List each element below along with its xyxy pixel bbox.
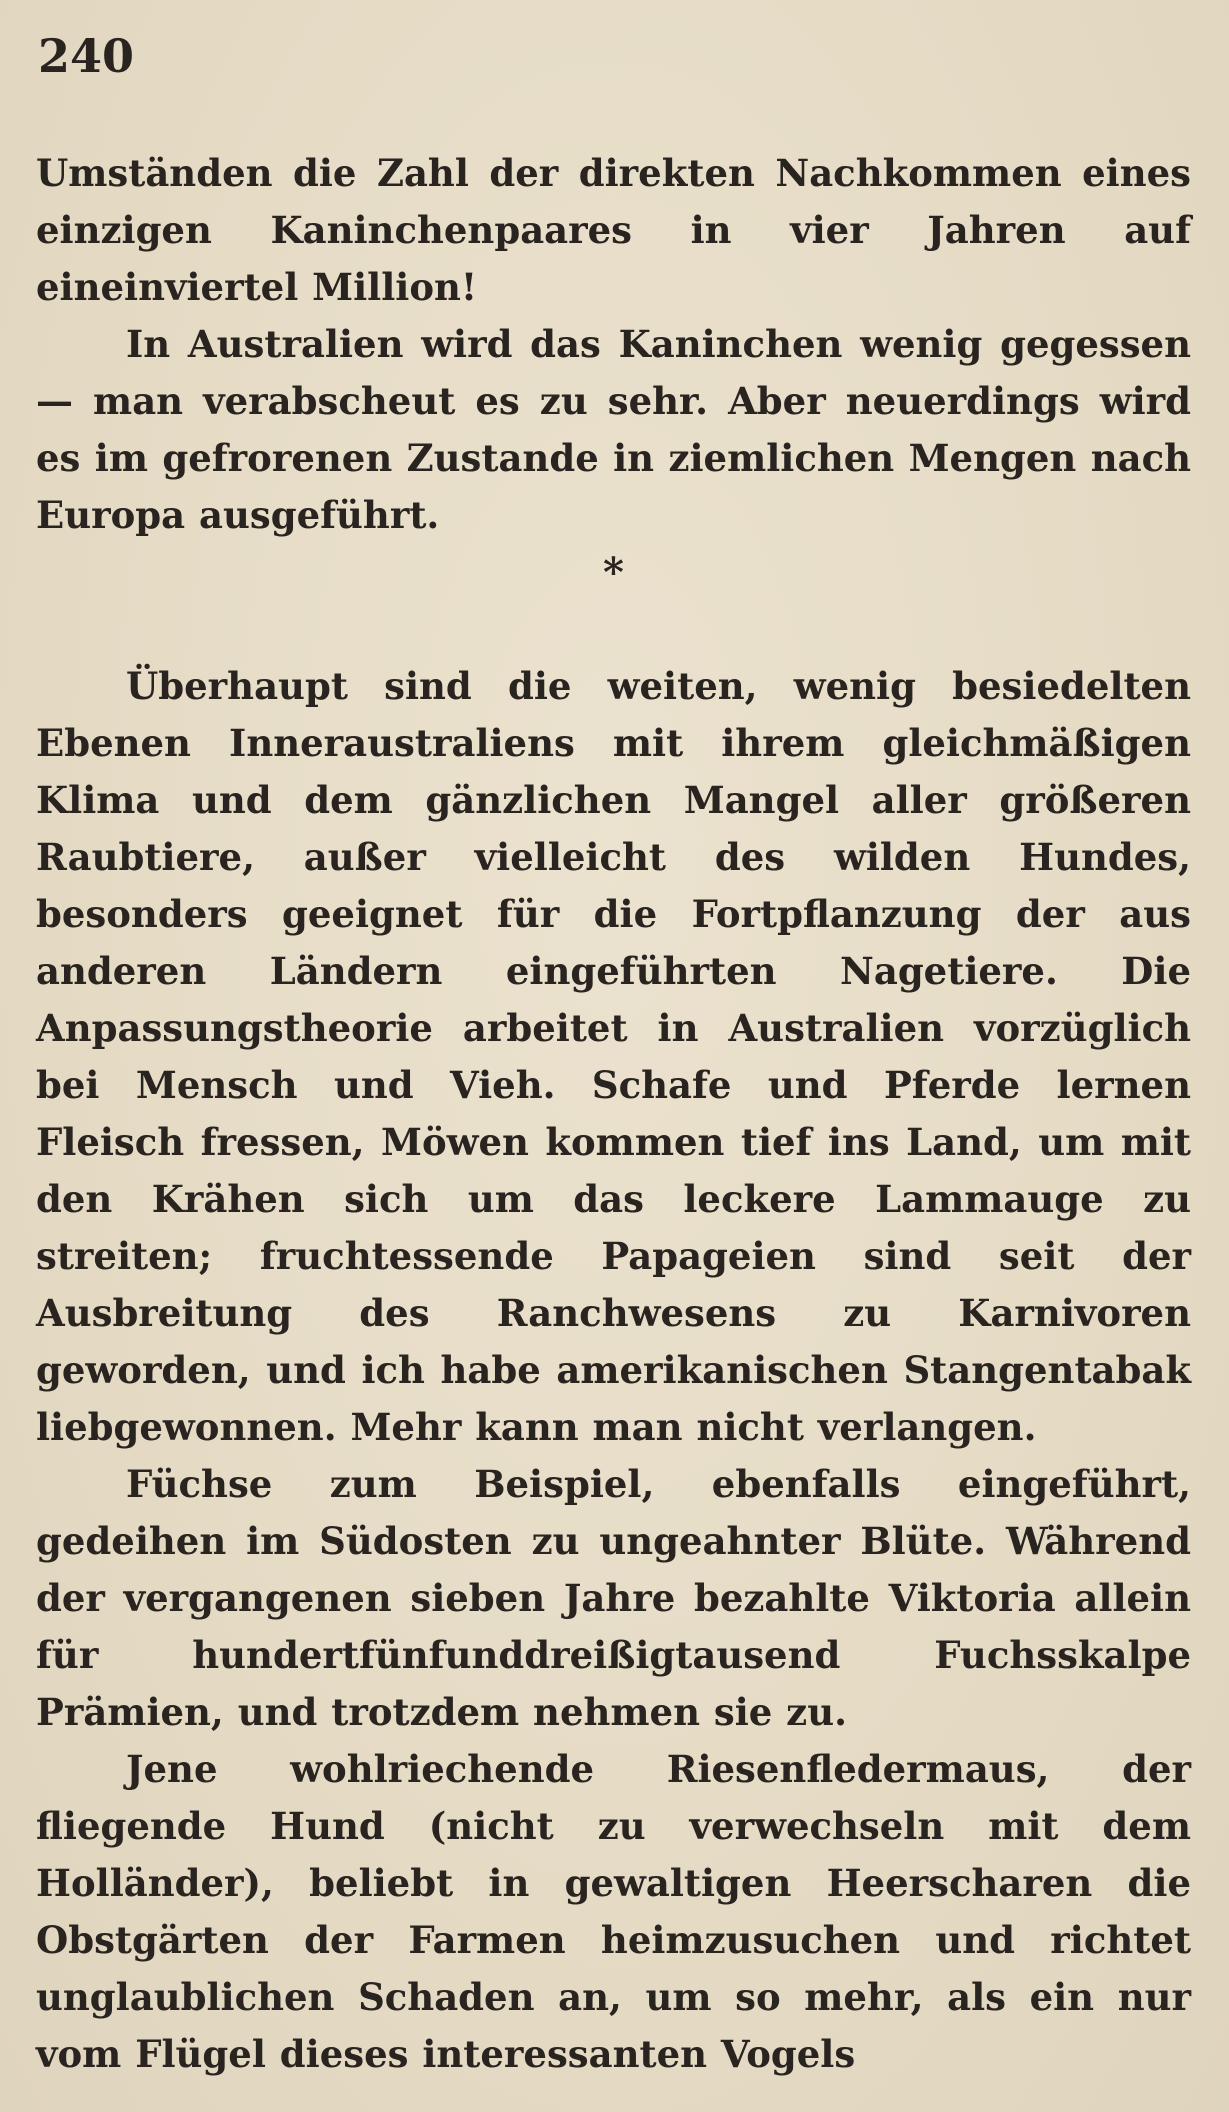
paragraph-4: Füchse zum Beispiel, ebenfalls eingeführt, gedeihen im Südosten zu ungeahnter Blüte. Während der vergangenen sieben Jahre bezahlte Viktoria allein für hundertfünfunddreißigtausend Fuchsskalpe Prämien, und trotzdem nehmen sie zu. [36, 1462, 1191, 1734]
paragraph-3: Überhaupt sind die weiten, wenig besiedelten Ebenen Inneraustraliens mit ihrem gleichmäßigen Klima und dem gänzlichen Mangel aller größeren Raubtiere, außer vielleicht des wilden Hundes, besonders geeignet für die Fortpflanzung der aus anderen Ländern eingeführten Nagetiere. Die Anpassungstheorie arbeitet in Australien vorzüglich bei Mensch und Vieh. Schafe und Pferde lernen Fleisch fressen, Möwen kommen tief ins Land, um mit den Krähen sich um das leckere Lammauge zu streiten; fruchtessende Papageien sind seit der Ausbreitung des Ranchwesens zu Karnivoren geworden, und ich habe amerikanischen Stangentabak liebgewonnen. Mehr kann man nicht verlangen. [36, 664, 1191, 1449]
paragraph-1: Umständen die Zahl der direkten Nachkommen eines einzigen Kaninchenpaares in vier Jahren auf eineinviertel Million! [36, 151, 1191, 309]
section-gap [36, 601, 1191, 658]
paragraph-2: In Australien wird das Kaninchen wenig gegessen — man verabscheut es zu sehr. Aber neuerdings wird es im gefrorenen Zustande in ziemlichen Mengen nach Europa ausgeführt. [36, 322, 1191, 537]
page-number: 240 [38, 29, 135, 83]
body-text [36, 145, 1191, 2083]
paragraph-5: Jene wohlriechende Riesenfledermaus, der fliegende Hund (nicht zu verwechseln mit dem Holländer), beliebt in gewaltigen Heerscharen die Obstgärten der Farmen heimzusuchen und richtet unglaublichen Schaden an, um so mehr, als ein nur vom Flügel dieses interessanten Vogels [36, 1747, 1191, 2076]
section-separator: * [603, 549, 624, 596]
